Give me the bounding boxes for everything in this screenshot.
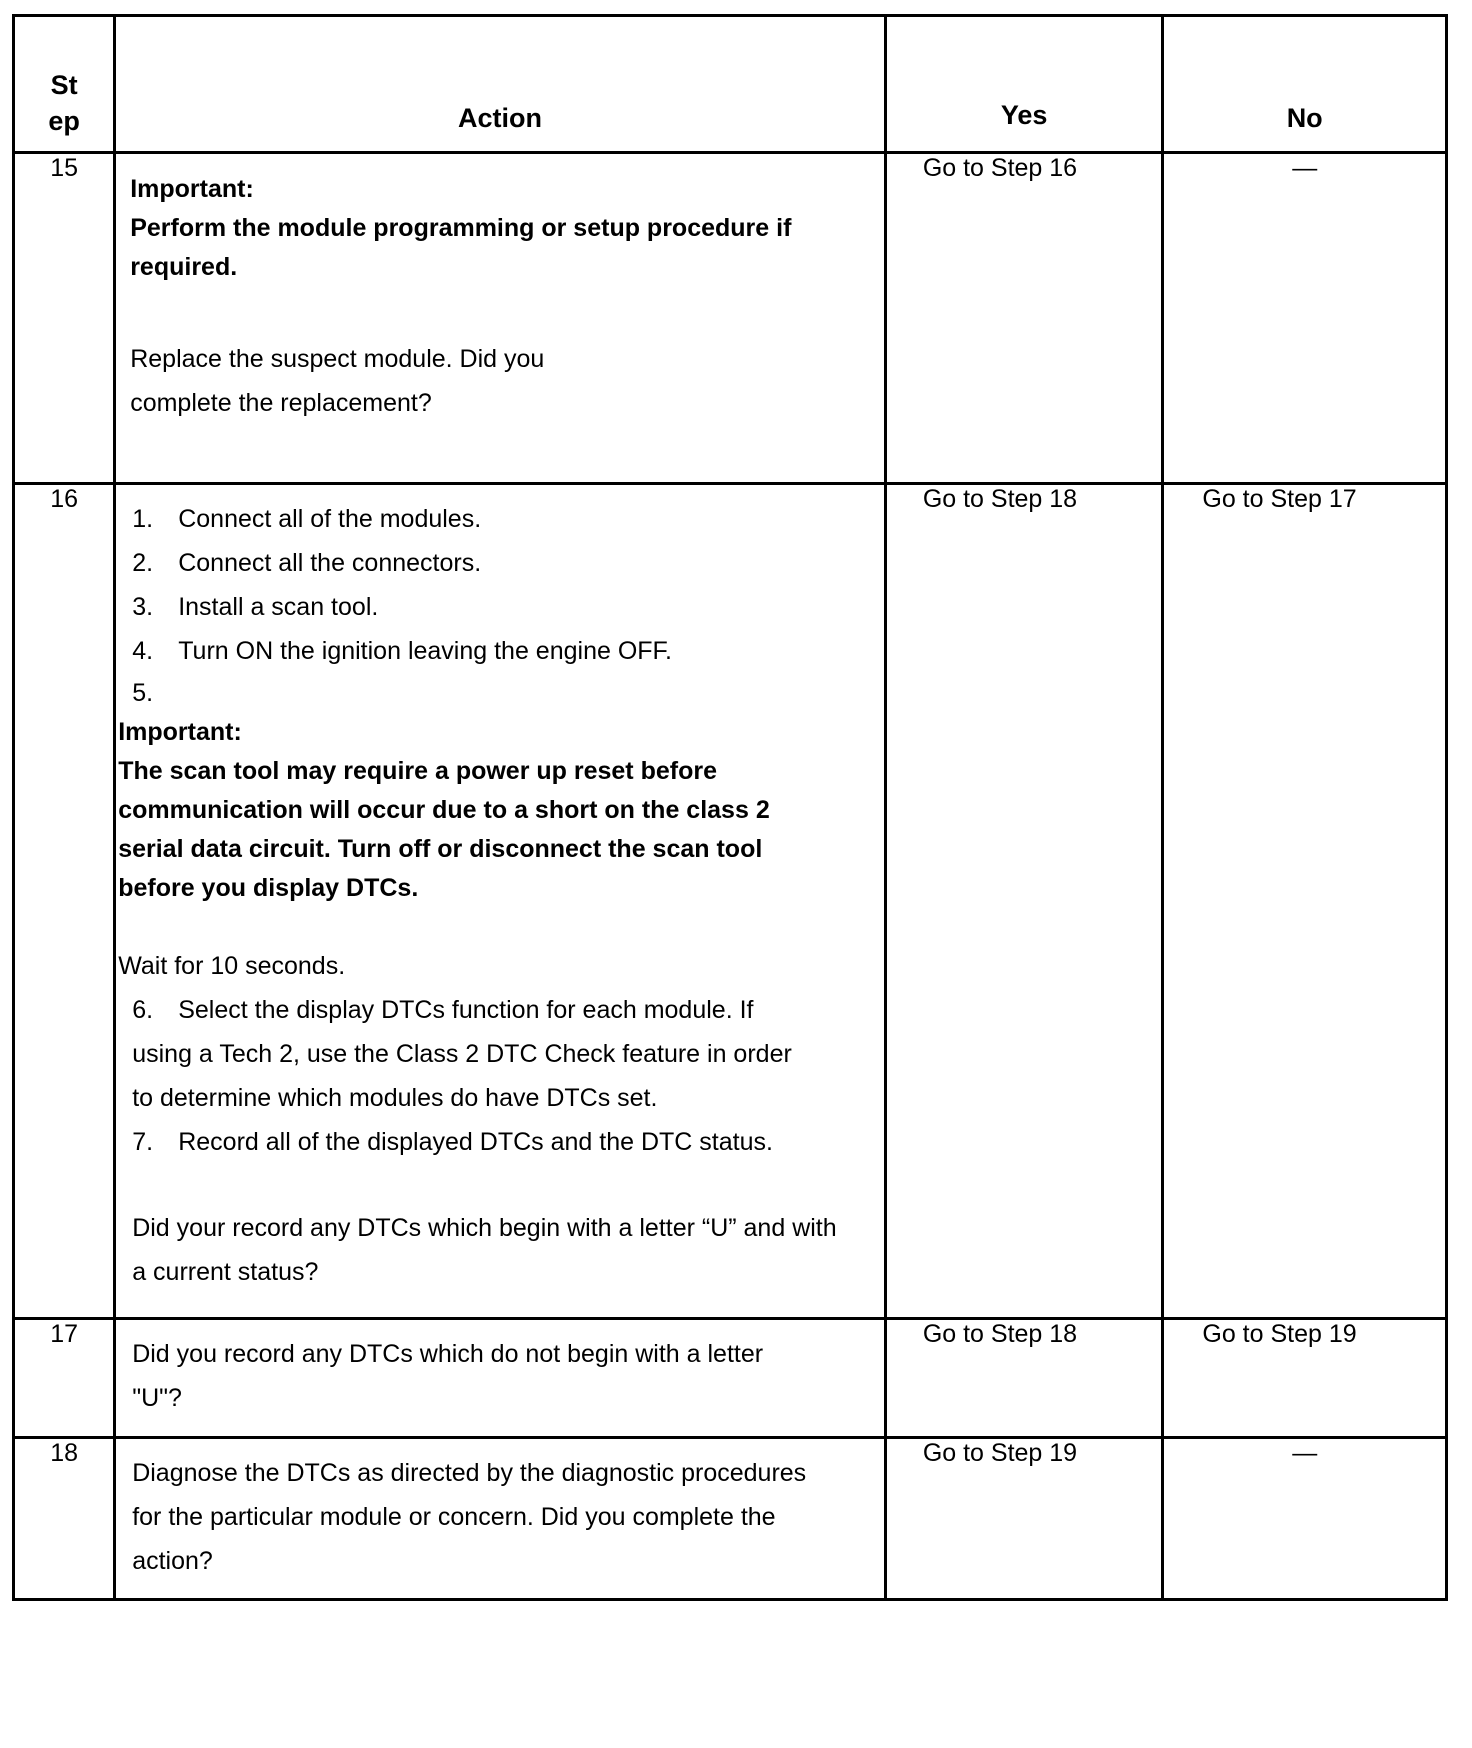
no-cell [1163,1438,1447,1600]
no-cell [1163,484,1447,1319]
important-text: The scan tool may require a power up reset before communication will occur due to a short on the class 2 serial data circuit. Turn off or disconnect the scan tool before you display DTCs. [118,757,770,902]
no-cell [1163,153,1447,484]
header-yes [885,16,1163,153]
action-question: Did your record any DTCs which begin with a letter “U” and with a current status? [132,1214,837,1286]
yes-outcome: Go to Step 19 [922,1439,1078,1467]
header-action-label: Action [458,103,542,133]
list-item: 3. Install a scan tool. [132,593,379,621]
header-no-label: No [1286,103,1323,133]
table-row [14,153,1447,484]
action-cell [115,153,886,484]
action-cell [115,484,886,1319]
list-item-text: Connect all the connectors. [178,549,482,577]
action-cell [115,1319,886,1438]
yes-cell [885,484,1163,1319]
list-item: 4. Turn ON the ignition leaving the engine OFF. [132,637,672,665]
step-number: 17 [14,1319,115,1438]
table-row [14,1438,1447,1600]
yes-cell [885,1438,1163,1600]
action-question: Diagnose the DTCs as directed by the diagnostic procedures for the particular module or concern. Did you complete the action? [132,1459,807,1575]
no-outcome: — [1292,1439,1318,1467]
step-number: 18 [14,1438,115,1600]
no-cell [1163,1319,1447,1438]
yes-outcome: Go to Step 18 [922,485,1078,513]
header-yes-label: Yes [1000,100,1048,130]
list-item: 7. Record all of the displayed DTCs and the DTC status. [132,1128,773,1156]
important-label: Important: [130,175,254,203]
action-question: Did you record any DTCs which do not begin with a letter "U"? [132,1340,764,1412]
diagnostic-steps-table [12,14,1448,1601]
step-number: 16 [14,484,115,1319]
list-item: 5. [132,679,154,707]
list-item-text: Install a scan tool. [178,593,379,621]
list-item: 2. Connect all the connectors. [132,549,482,577]
yes-cell [885,153,1163,484]
header-step [14,16,115,153]
list-item-text: Record all of the displayed DTCs and the DTC status. [178,1128,773,1156]
header-no [1163,16,1447,153]
action-cell [115,1438,886,1600]
important-text: Perform the module programming or setup procedure if required. [130,214,792,281]
list-item: 1. Connect all of the modules. [132,505,482,533]
yes-cell [885,1319,1163,1438]
header-step-label: St ep [48,70,80,136]
wait-instruction: Wait for 10 seconds. [118,952,346,980]
no-outcome: — [1292,154,1318,182]
list-item: 6. Select the display DTCs function for each module. If using a Tech 2, use the Class 2 DTC Check feature in order to determine which modules do have DTCs set. [132,996,792,1112]
list-item-text: Connect all of the modules. [178,505,482,533]
list-item-text: Select the display DTCs function for each module. If using a Tech 2, use the Class 2 DTC Check feature in order to determine which modules do have DTCs set. [132,996,792,1112]
action-question: Replace the suspect module. Did you complete the replacement? [130,345,545,417]
list-item-text: Turn ON the ignition leaving the engine OFF. [178,637,672,665]
no-outcome: Go to Step 19 [1202,1320,1357,1348]
important-label: Important: [118,718,242,746]
yes-outcome: Go to Step 18 [922,1320,1078,1348]
table-row [14,1319,1447,1438]
table-row [14,484,1447,1319]
yes-outcome: Go to Step 16 [922,154,1078,182]
header-action [115,16,886,153]
header-row [14,16,1447,153]
no-outcome: Go to Step 17 [1202,485,1357,513]
step-number: 15 [14,153,115,484]
